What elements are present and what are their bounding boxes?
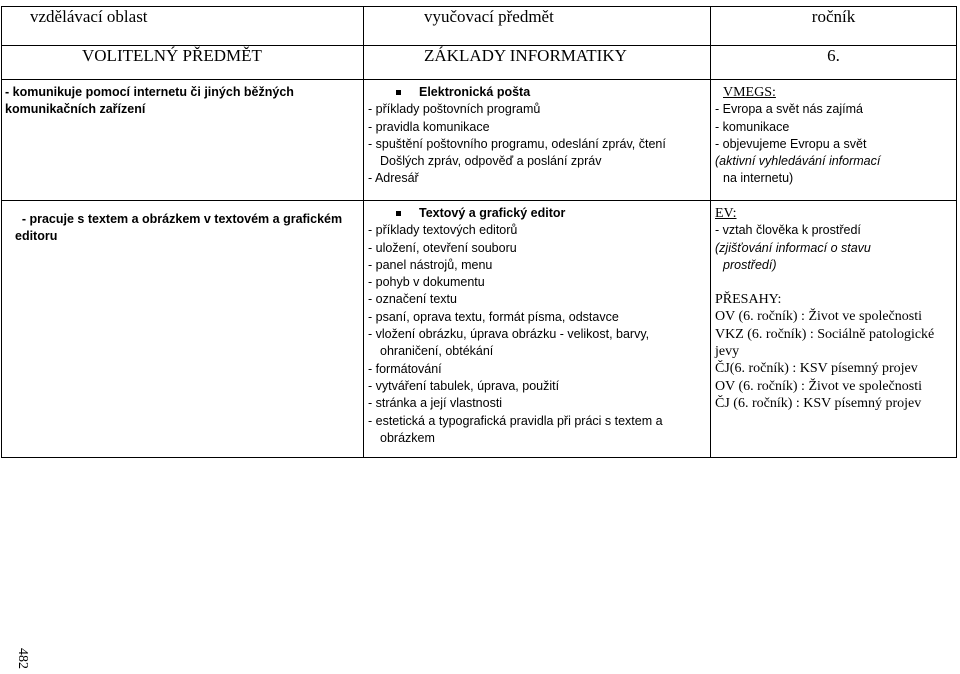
notes-end: na internetu) bbox=[723, 171, 794, 186]
outcome-line: komunikačních zařízení bbox=[5, 102, 146, 117]
topic-heading-text: Textový a grafický editor bbox=[419, 206, 566, 220]
header-label-area: vzdělávací oblast bbox=[2, 7, 364, 46]
topic-line: - Adresář bbox=[368, 171, 419, 186]
topic-line: ohraničení, obtékání bbox=[380, 344, 494, 359]
topic-heading-text: Elektronická pošta bbox=[419, 85, 531, 99]
topic-heading bbox=[368, 84, 706, 101]
presahy-line: VKZ (6. ročník) : Sociálně patologické bbox=[715, 326, 935, 342]
outcome-line: editoru bbox=[15, 229, 58, 244]
outcome-line: - komunikuje pomocí internetu či jiných běžných bbox=[5, 85, 294, 99]
header-value-area: VOLITELNÝ PŘEDMĚT bbox=[2, 46, 364, 80]
presahy-line: OV (6. ročník) : Život ve společnosti bbox=[715, 378, 922, 394]
notes-line: - komunikace bbox=[715, 119, 790, 134]
topic-heading bbox=[368, 205, 706, 222]
presahy-line: ČJ(6. ročník) : KSV písemný projev bbox=[715, 361, 918, 377]
notes-cell bbox=[711, 201, 957, 458]
header-label-subject: vyučovací předmět bbox=[364, 7, 711, 46]
topic-line: - vložení obrázku, úprava obrázku - velikost, barvy, bbox=[368, 327, 650, 342]
ev-line: - vztah člověka k prostředí bbox=[715, 223, 861, 238]
topic-line: - spuštění poštovního programu, odeslání zpráv, čtení bbox=[368, 136, 666, 151]
outcome-cell bbox=[2, 201, 364, 458]
header-values-row bbox=[2, 46, 957, 80]
topic-line: - formátování bbox=[368, 361, 442, 376]
header-value-grade: 6. bbox=[711, 46, 957, 80]
notes-title: VMEGS: bbox=[723, 85, 776, 100]
topic-line: - pravidla komunikace bbox=[368, 119, 490, 134]
topic-line: - vytváření tabulek, úprava, použití bbox=[368, 378, 560, 393]
topic-line: - pohyb v dokumentu bbox=[368, 275, 485, 290]
page-number: 482 bbox=[15, 648, 30, 669]
notes-line: - Evropa a svět nás zajímá bbox=[715, 102, 863, 117]
topic-line: - estetická a typografická pravidla při práci s textem a bbox=[368, 413, 663, 428]
table-row bbox=[2, 80, 957, 201]
topic-line: obrázkem bbox=[380, 430, 435, 445]
presahy-line: OV (6. ročník) : Život ve společnosti bbox=[715, 309, 922, 325]
topic-line-first: - příklady textových editorů bbox=[368, 223, 518, 238]
square-bullet-icon bbox=[396, 90, 401, 95]
presahy-line: ČJ (6. ročník) : KSV písemný projev bbox=[715, 395, 922, 411]
presahy-line: jevy bbox=[715, 344, 740, 360]
outcome-cell bbox=[2, 80, 364, 201]
topic-line: - panel nástrojů, menu bbox=[368, 257, 493, 272]
notes-italic: (aktivní vyhledávání informací bbox=[715, 154, 881, 169]
presahy-title: PŘESAHY: bbox=[715, 292, 782, 308]
topic-line: - psaní, oprava textu, formát písma, odstavce bbox=[368, 309, 619, 324]
topic-line: - označení textu bbox=[368, 292, 457, 307]
topic-line: - uložení, otevření souboru bbox=[368, 240, 517, 255]
header-labels-row bbox=[2, 7, 957, 46]
topic-cell bbox=[364, 80, 711, 201]
topic-line: Došlých zpráv, odpověď a poslání zpráv bbox=[380, 154, 602, 169]
notes-line: - objevujeme Evropu a svět bbox=[715, 136, 867, 151]
header-value-subject: ZÁKLADY INFORMATIKY bbox=[364, 46, 711, 80]
notes-cell bbox=[711, 80, 957, 201]
topic-cell bbox=[364, 201, 711, 458]
curriculum-table bbox=[1, 6, 957, 458]
topic-line: - příklady poštovních programů bbox=[368, 102, 541, 117]
ev-title: EV: bbox=[715, 206, 737, 221]
ev-italic: prostředí) bbox=[723, 257, 777, 272]
ev-italic: (zjišťování informací o stavu bbox=[715, 240, 871, 255]
table-row bbox=[2, 201, 957, 458]
square-bullet-icon bbox=[396, 211, 401, 216]
topic-line: - stránka a její vlastnosti bbox=[368, 396, 503, 411]
header-label-grade: ročník bbox=[711, 7, 957, 46]
outcome-line: - pracuje s textem a obrázkem v textovém a grafickém bbox=[21, 212, 343, 226]
